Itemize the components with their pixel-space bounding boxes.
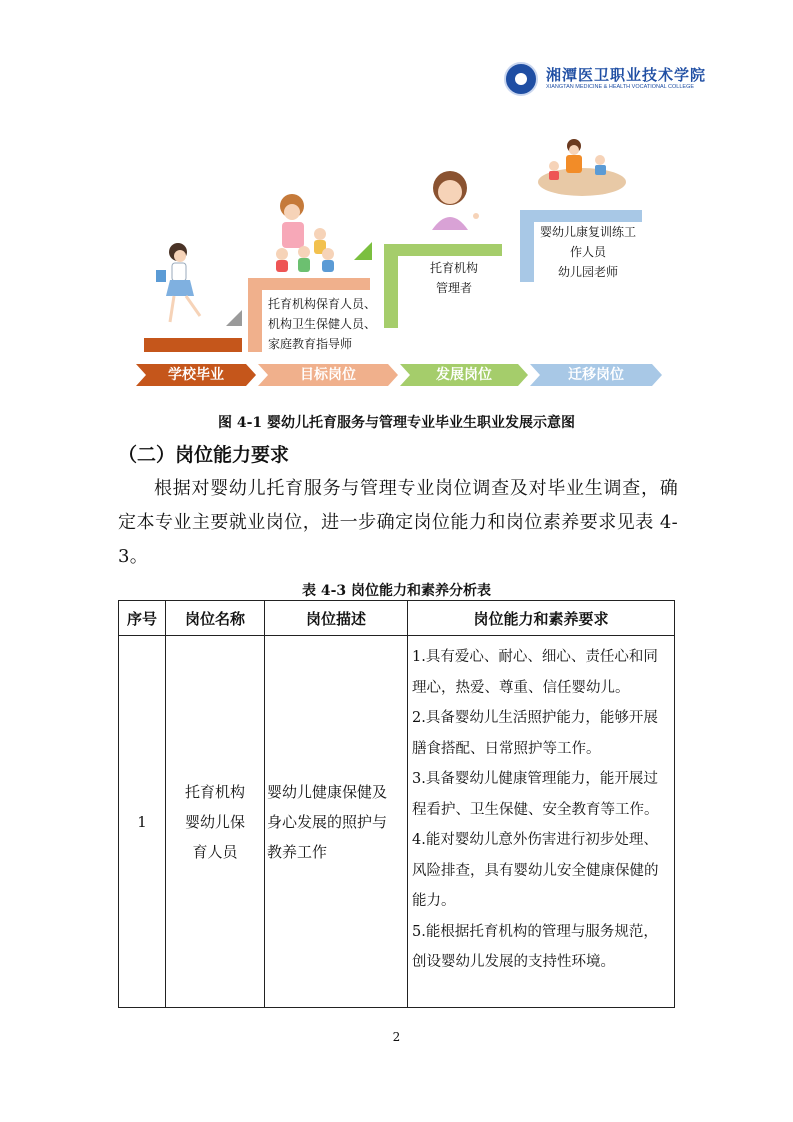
transfer-line-3: 幼儿园老师 [558, 265, 619, 279]
develop-line-1: 托育机构 [430, 261, 479, 275]
arrow-label-develop: 发展岗位 [436, 366, 492, 382]
figure-caption: 图 4-1 婴幼儿托育服务与管理专业毕业生职业发展示意图 [217, 415, 576, 431]
row-no: 1 [119, 636, 166, 1008]
graduate-girl-illustration [156, 243, 200, 322]
teacher-illustration [538, 139, 626, 196]
develop-line-2: 管理者 [436, 281, 473, 295]
ability-analysis-table [118, 600, 675, 1008]
target-line-2: 机构卫生保健人员、 [268, 317, 377, 331]
header-position-name: 岗位名称 [166, 601, 265, 636]
header-position-desc: 岗位描述 [265, 601, 408, 636]
transfer-line-1: 婴幼儿康复训练工 [540, 225, 637, 239]
manager-illustration [432, 171, 479, 230]
row-position-desc-text: 婴幼儿健康保健及身心发展的照护与教养工作 [267, 782, 388, 861]
transfer-line-2: 作人员 [570, 245, 607, 259]
header-requirements: 岗位能力和素养要求 [408, 601, 675, 636]
target-line-1: 托育机构保育人员、 [268, 297, 377, 311]
requirement-item: 4.能对婴幼儿意外伤害进行初步处理、风险排查，具有婴幼儿安全健康保健的能力。 [412, 832, 659, 909]
table-header-row [119, 601, 675, 636]
requirement-item: 2.具备婴幼儿生活照护能力，能够开展膳食搭配、日常照护等工作。 [412, 710, 658, 757]
table-title: 表 4-3 岗位能力和素养分析表 [301, 583, 492, 599]
step-triangle-1 [226, 310, 242, 326]
arrow-label-transfer: 迁移岗位 [568, 366, 624, 382]
row-position-name-text: 托育机构婴幼儿保育人员 [184, 782, 245, 861]
logo-english-name: XIANGTAN MEDICINE & HEALTH VOCATIONAL COLLEGE [546, 84, 695, 90]
target-positions-text [268, 294, 376, 354]
row-position-desc [265, 636, 408, 1008]
career-development-diagram [130, 130, 670, 392]
logo-chinese-name: 湘潭医卫职业技术学院 [546, 66, 707, 84]
college-emblem-icon [504, 62, 538, 96]
step-school-bar [144, 338, 242, 352]
row-position-name [166, 636, 265, 1008]
requirement-item: 1.具有爱心、耐心、细心、责任心和同理心，热爱、尊重、信任婴幼儿。 [412, 649, 658, 696]
arrow-label-target: 目标岗位 [300, 366, 356, 382]
arrow-label-school: 学校毕业 [168, 366, 224, 382]
transfer-positions-text [540, 222, 636, 282]
page-number: 2 [392, 1030, 401, 1044]
step-triangle-2 [354, 242, 372, 260]
header-no: 序号 [119, 601, 166, 636]
caregiver-illustration [276, 194, 334, 272]
requirement-item: 5.能根据托育机构的管理与服务规范，创设婴幼儿发展的支持性环境。 [412, 923, 658, 970]
requirement-item: 3.具备婴幼儿健康管理能力，能开展过程看护、卫生保健、安全教育等工作。 [412, 771, 659, 818]
table-row [119, 636, 675, 1008]
college-logo [504, 60, 707, 100]
section-paragraph: 根据对婴幼儿托育服务与管理专业岗位调查及对毕业生调查，确定本专业主要就业岗位，进一步确定岗位能力和岗位素养要求见表 4-3。 [118, 478, 678, 567]
row-requirements [408, 636, 675, 1008]
target-line-3: 家庭教育指导师 [268, 337, 353, 351]
develop-positions-text [430, 258, 478, 298]
section-title: （二）岗位能力要求 [118, 444, 290, 466]
